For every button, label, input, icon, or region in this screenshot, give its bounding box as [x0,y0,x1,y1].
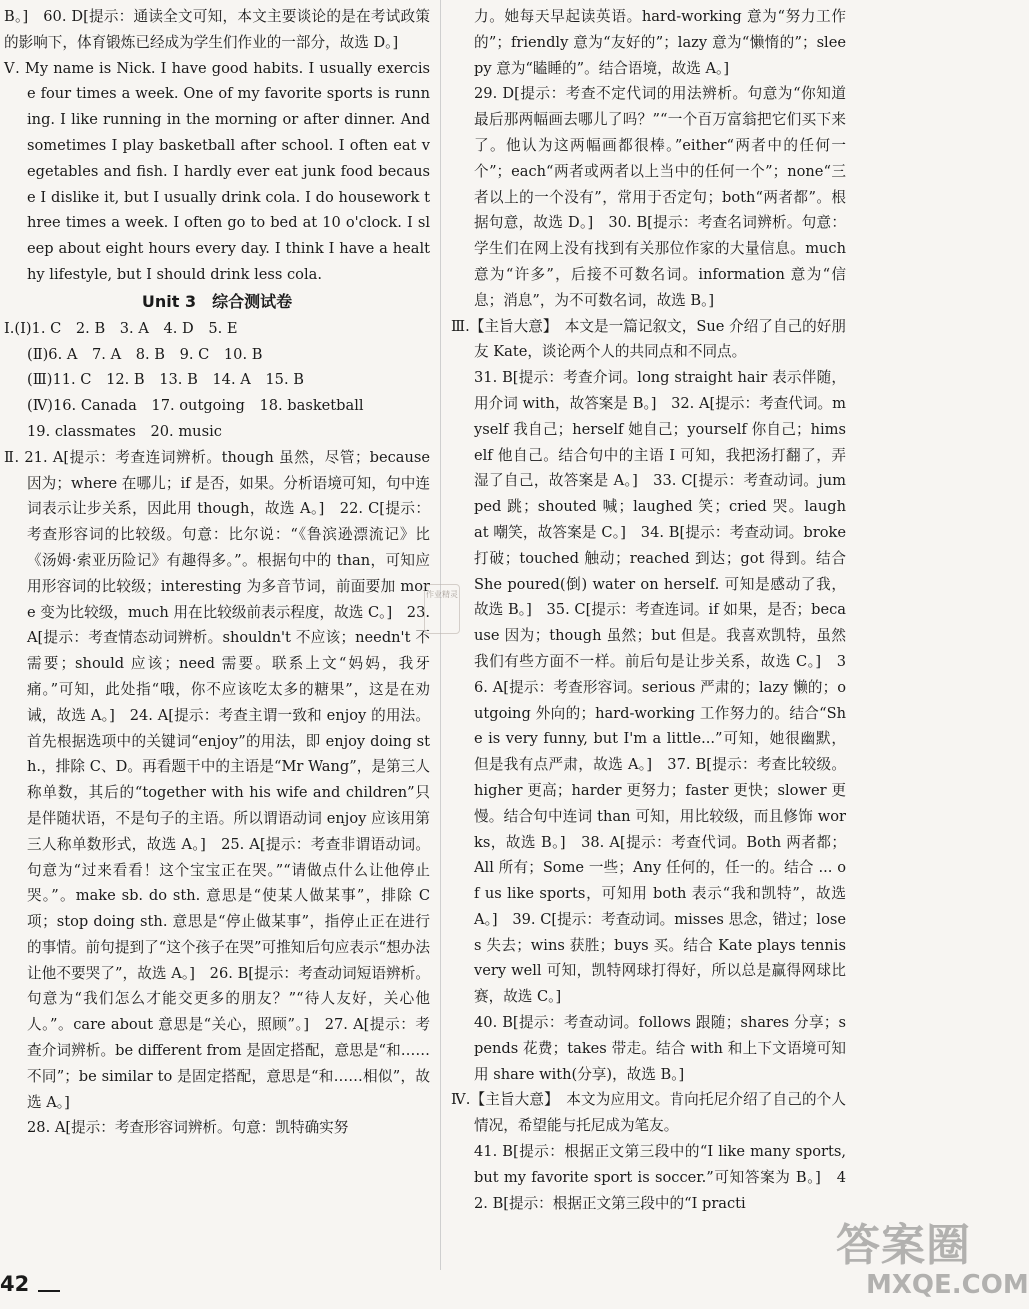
answer-28: 28. A[提示：考查形容词辨析。句意：凯特确实努 [27,1119,349,1137]
watermark-main: 答案圈 [836,1220,971,1271]
section-2-answers: Ⅱ. 21. A[提示：考查连词辨析。though 虽然，尽管；because 因为；where 在哪儿；if 是否，如果。分析语境可知，句中连词表示让步关系，因此用 though，故选 A。] 22. C[提示：考查形容词的比较级。句意：比尔说：“《鲁滨逊漂流记》比《汤姆·索亚历险记》有趣得多。”。根据句中的 than，可知应用形容词的比较级；interesting 为多音节词，前面要加 more 变为比较级，much 用在比较级前表示程度，故选 C。] 23. A[提示：考查情态动词辨析。shouldn't 不应该；needn't 不需要；should 应该；need 需要。联系上文“妈妈，我牙痛。”可知，此处指“哦，你不应该吃太多的糖果”，这是在劝诫，故选 A。] 24. A[提示：考查主谓一致和 enjoy 的用法。首先根据选项中的关键词“enjoy”的用法，即 enjoy doing sth.，排除 C、D。再看题干中的主语是“Mr Wang”，是第三人称单数，其后的“together with his wife and children”只是伴随状语，不是句子的主语。所以谓语动词 enjoy 应该用第三人称单数形式，故选 A。] 25. A[提示：考查非谓语动词。句意为“过来看看！这个宝宝正在哭。”“请做点什么让他停止哭。”。make sb. do sth. 意思是“使某人做某事”，排除 C 项；stop doing sth. 意思是“停止做某事”，指停止正在进行的事情。前句提到了“这个孩子在哭”可推知后句应表示“想办法让他不要哭了”，故选 A。] 26. B[提示：考查动词短语辨析。句意为“我们怎么才能交更多的朋友？”“待人友好，关心他人。”。care about 意思是“关心，照顾”。] 27. A[提示：考查介词辨析。be different from 是固定搭配，意思是“和……不同”；be similar to 是固定搭配，意思是“和……相似”，故选 A。] [4,448,430,1111]
answers-41-42: 41. B[提示：根据正文第三段中的“I like many sports, but my favorite sport is soccer.”可知答案为 B。] 42. B[提示：根据正文第三段中的“I practi [474,1143,846,1212]
section-4-summary: Ⅳ.【主旨大意】 本文为应用文。肯向托尼介绍了自己的个人情况，希望能与托尼成为笔友。 [451,1091,846,1135]
answer-28-cont: 力。她每天早起读英语。hard-working 意为“努力工作的”；friendly 意为“友好的”；lazy 意为“懒惰的”；sleepy 意为“瞌睡的”。结合语境，故选 A。] [474,8,846,77]
section-1-line-4: (Ⅳ)16. Canada 17. outgoing 18. basketball [27,397,364,415]
section-1-line-3: (Ⅲ)11. C 12. B 13. B 14. A 15. B [27,371,304,389]
stamp-logo: 作业精灵 [424,584,460,634]
watermark-logo [836,1220,1029,1306]
page-number: 42 [0,1272,30,1296]
answers-29-30: 29. D[提示：考查不定代词的用法辨析。句意为“你知道最后那两幅画去哪儿了吗？”“一个百万富翁把它们买下来了。他认为这两幅画都很棒。”either“两者中的任何一个”；each“两者或两者以上当中的任何一个”；none“三者以上的一个没有”，常用于否定句；both“两者都”。根据句意，故选 D。] 30. B[提示：考查名词辨析。句意：学生们在网上没有找到有关那位作家的大量信息。much 意为“许多”，后接不可数名词。information 意为“信息；消息”，为不可数名词，故选 B。] [474,85,846,309]
section-1-line-5: 19. classmates 20. music [27,422,222,440]
right-column [451,4,846,1216]
left-column [4,4,430,1141]
answer-60: B。] 60. D[提示：通读全文可知，本文主要谈论的是在考试政策的影响下，体育锻炼已经成为学生们作业的一部分，故选 D。] [4,8,430,51]
watermark-sub: MXQE.COM [866,1270,1029,1300]
column-divider [440,0,441,1270]
answers-31-39: 31. B[提示：考查介词。long straight hair 表示伴随，用介词 with，故答案是 B。] 32. A[提示：考查代词。myself 我自己；herself 她自己；yourself 你自己；himself 他自己。结合句中的主语 I 可知，我把汤打翻了，弄湿了自己，故答案是 A。] 33. C[提示：考查动词。jumped 跳；shouted 喊；laughed 笑；cried 哭。laugh at 嘲笑，故答案是 C。] 34. B[提示：考查动词。broke 打破；touched 触动；reached 到达；got 得到。结合 She poured(倒) water on herself. 可知是感动了我，故选 B。] 35. C[提示：考查连词。if 如果，是否；because 因为；though 虽然；but 但是。我喜欢凯特，虽然我们有些方面不一样。前后句是让步关系，故选 C。] 36. A[提示：考查形容词。serious 严肃的；lazy 懒的；outgoing 外向的；hard-working 工作努力的。结合“She is very funny, but I'm a little...”可知，她很幽默，但是我有点严肃，故选 A。] 37. B[提示：考查比较级。higher 更高；harder 更努力；faster 更快；slower 更慢。结合句中连词 than 可知，用比较级，而且修饰 works，故选 B。] 38. A[提示：考查代词。Both 两者都；All 所有；Some 一些；Any 任何的，任一的。结合 ... of us like sports，可知用 both 表示“我和凯特”，故选 A。] 39. C[提示：考查动词。misses 思念，错过；loses 失去；wins 获胜；buys 买。结合 Kate plays tennis very well 可知，凯特网球打得好，所以总是赢得网球比赛，故选 C。] [474,369,846,1006]
unit-title: Unit 3 综合测试卷 [141,291,293,311]
section-1-line-2: (Ⅱ)6. A 7. A 8. B 9. C 10. B [27,345,263,363]
section-3-summary: Ⅲ.【主旨大意】 本文是一篇记叙文，Sue 介绍了自己的好朋友 Kate，谈论两个人的共同点和不同点。 [451,317,846,361]
answer-40: 40. B[提示：考查动词。follows 跟随；shares 分享；spends 花费；takes 带走。结合 with 和上下文语境可知用 share with(分享)，故选 B。] [474,1014,846,1083]
section-5-essay: Ⅴ. My name is Nick. I have good habits. I usually exercise four times a week. One of my favorite sports is running. I like running in the morning or after dinner. And sometimes I play basketball after school. I often eat vegetables and fish. I hardly ever eat junk food because I dislike it, but I usually drink cola. I do housework three times a week. I often go to bed at 10 o'clock. I sleep about eight hours every day. I think I have a healthy lifestyle, but I should drink less cola. [4,59,430,283]
section-1-line-1: Ⅰ.(Ⅰ)1. C 2. B 3. A 4. D 5. E [4,319,238,337]
page-number-rule [38,1290,60,1292]
